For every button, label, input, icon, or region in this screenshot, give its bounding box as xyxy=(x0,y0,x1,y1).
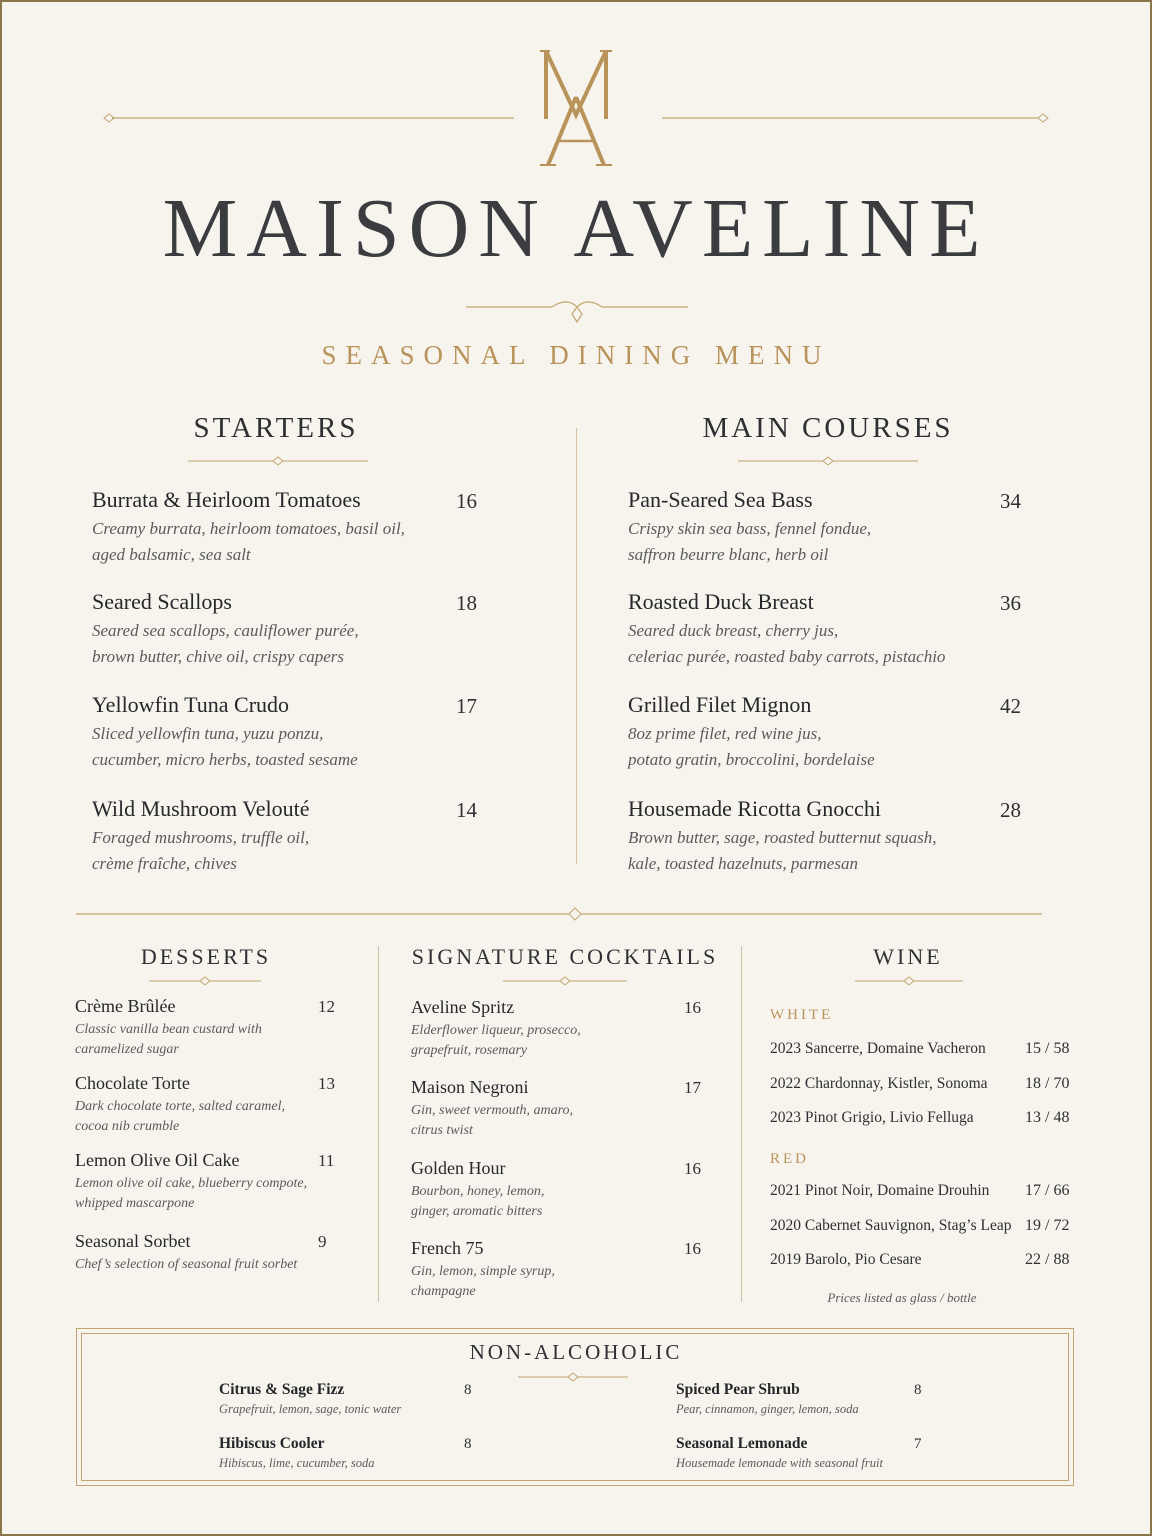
menu-item-description: Chef’s selection of seasonal fruit sorbet xyxy=(75,1257,298,1272)
header-rule-right xyxy=(662,112,1048,124)
drink-name: Hibiscus Cooler xyxy=(219,1435,325,1452)
menu-item-name: Seasonal Sorbet xyxy=(75,1231,191,1251)
section-divider xyxy=(76,907,1042,921)
drink-name: Seasonal Lemonade xyxy=(676,1435,808,1452)
menu-item-description: citrus twist xyxy=(411,1123,473,1138)
menu-item-description: celeriac purée, roasted baby carrots, pistachio xyxy=(628,647,946,666)
column-divider xyxy=(576,428,577,864)
menu-item-price: 16 xyxy=(684,998,701,1017)
drink-description: Hibiscus, lime, cucumber, soda xyxy=(219,1456,375,1470)
menu-item-name: Crème Brûlée xyxy=(75,996,176,1016)
ma-monogram-logo xyxy=(520,45,632,171)
drink-price: 7 xyxy=(914,1436,922,1452)
wine-item-name: 2023 Pinot Grigio, Livio Felluga xyxy=(770,1109,974,1126)
menu-item-name: Lemon Olive Oil Cake xyxy=(75,1150,240,1170)
non-alcoholic-heading-rule xyxy=(518,1371,628,1383)
menu-item-name: Aveline Spritz xyxy=(411,997,515,1017)
menu-item-description: Brown butter, sage, roasted butternut squash, xyxy=(628,828,937,847)
header-rule-left xyxy=(104,112,514,124)
menu-item-description: Dark chocolate torte, salted caramel, xyxy=(75,1099,285,1114)
menu-item-price: 34 xyxy=(1000,489,1021,513)
menu-item-description: saffron beurre blanc, herb oil xyxy=(628,545,829,564)
menu-item-description: whipped mascarpone xyxy=(75,1196,195,1211)
menu-item-description: Elderflower liqueur, prosecco, xyxy=(411,1023,581,1038)
menu-item-name: Wild Mushroom Velouté xyxy=(92,796,310,821)
menu-item-description: Crispy skin sea bass, fennel fondue, xyxy=(628,519,872,538)
menu-item-name: Pan-Seared Sea Bass xyxy=(628,487,813,512)
menu-item-description: potato gratin, broccolini, bordelaise xyxy=(628,750,875,769)
drink-name: Citrus & Sage Fizz xyxy=(219,1381,345,1398)
menu-item-description: Bourbon, honey, lemon, xyxy=(411,1184,545,1199)
drink-name: Spiced Pear Shrub xyxy=(676,1381,800,1398)
menu-item-price: 14 xyxy=(456,798,477,822)
wine-item-price: 19 / 72 xyxy=(1025,1217,1070,1234)
column-divider xyxy=(741,946,742,1302)
drink-price: 8 xyxy=(914,1382,922,1398)
menu-item-price: 42 xyxy=(1000,694,1021,718)
menu-item-name: Roasted Duck Breast xyxy=(628,589,814,614)
cocktails-heading-rule xyxy=(503,975,627,987)
menu-item-name: Seared Scallops xyxy=(92,589,232,614)
cocktails-heading: SIGNATURE COCKTAILS xyxy=(411,944,719,969)
menu-item-description: aged balsamic, sea salt xyxy=(92,545,251,564)
menu-item-description: Seared duck breast, cherry jus, xyxy=(628,621,839,640)
wine-heading-rule xyxy=(855,975,963,987)
menu-item-description: grapefruit, rosemary xyxy=(411,1043,528,1058)
menu-item-description: Foraged mushrooms, truffle oil, xyxy=(92,828,310,847)
ornament-divider xyxy=(466,296,688,324)
menu-item-description: cucumber, micro herbs, toasted sesame xyxy=(92,750,358,769)
menu-item-description: brown butter, chive oil, crispy capers xyxy=(92,647,344,666)
menu-item-price: 28 xyxy=(1000,798,1021,822)
desserts-heading-rule xyxy=(149,975,261,987)
wine-item-price: 17 / 66 xyxy=(1025,1182,1070,1199)
menu-item-name: Yellowfin Tuna Crudo xyxy=(92,692,290,717)
wine-white-label: WHITE xyxy=(770,1007,834,1023)
drink-description: Grapefruit, lemon, sage, tonic water xyxy=(219,1402,402,1416)
menu-item-description: Creamy burrata, heirloom tomatoes, basil oil, xyxy=(92,519,405,538)
wine-item-name: 2022 Chardonnay, Kistler, Sonoma xyxy=(770,1075,988,1092)
non-alcoholic-heading: NON-ALCOHOLIC xyxy=(469,1340,683,1364)
menu-item-description: cocoa nib crumble xyxy=(75,1119,180,1134)
wine-item-price: 18 / 70 xyxy=(1025,1075,1070,1092)
drink-price: 8 xyxy=(464,1436,472,1452)
menu-item-price: 12 xyxy=(318,997,335,1016)
wine-item-name: 2019 Barolo, Pio Cesare xyxy=(770,1251,922,1268)
drink-price: 8 xyxy=(464,1382,472,1398)
menu-item-description: Sliced yellowfin tuna, yuzu ponzu, xyxy=(92,724,324,743)
wine-heading: WINE xyxy=(873,944,943,969)
menu-item-name: Housemade Ricotta Gnocchi xyxy=(628,796,881,821)
starters-heading-rule xyxy=(188,455,368,467)
menu-item-name: Burrata & Heirloom Tomatoes xyxy=(92,487,361,512)
menu-item-price: 17 xyxy=(456,694,477,718)
menu-item-price: 16 xyxy=(456,489,477,513)
menu-item-price: 17 xyxy=(684,1078,701,1097)
menu-item-description: Gin, lemon, simple syrup, xyxy=(411,1264,555,1279)
menu-item-name: Grilled Filet Mignon xyxy=(628,692,812,717)
menu-item-description: crème fraîche, chives xyxy=(92,854,237,873)
menu-item-description: Classic vanilla bean custard with xyxy=(75,1022,262,1037)
menu-item-description: champagne xyxy=(411,1284,476,1299)
drink-description: Housemade lemonade with seasonal fruit xyxy=(676,1456,883,1470)
menu-item-price: 11 xyxy=(318,1151,335,1170)
wine-item-price: 13 / 48 xyxy=(1025,1109,1070,1126)
wine-item-name: 2023 Sancerre, Domaine Vacheron xyxy=(770,1040,986,1057)
menu-item-name: Maison Negroni xyxy=(411,1077,529,1097)
menu-item-price: 18 xyxy=(456,591,477,615)
wine-price-note: Prices listed as glass / bottle xyxy=(827,1290,977,1305)
menu-subtitle: SEASONAL DINING MENU xyxy=(321,340,831,370)
column-divider xyxy=(378,946,379,1302)
menu-item-price: 36 xyxy=(1000,591,1021,615)
wine-item-price: 15 / 58 xyxy=(1025,1040,1070,1057)
menu-item-description: Lemon olive oil cake, blueberry compote, xyxy=(75,1176,308,1191)
menu-item-description: 8oz prime filet, red wine jus, xyxy=(628,724,822,743)
drink-description: Pear, cinnamon, ginger, lemon, soda xyxy=(676,1402,859,1416)
menu-item-price: 13 xyxy=(318,1074,335,1093)
menu-item-description: Gin, sweet vermouth, amaro, xyxy=(411,1103,574,1118)
wine-red-label: RED xyxy=(770,1151,809,1167)
starters-heading: STARTERS xyxy=(193,412,359,444)
mains-heading-rule xyxy=(738,455,918,467)
menu-item-name: Golden Hour xyxy=(411,1158,506,1178)
menu-item-name: Chocolate Torte xyxy=(75,1073,190,1093)
menu-item-description: ginger, aromatic bitters xyxy=(411,1204,543,1219)
menu-item-description: kale, toasted hazelnuts, parmesan xyxy=(628,854,858,873)
wine-item-name: 2021 Pinot Noir, Domaine Drouhin xyxy=(770,1182,990,1199)
menu-item-price: 16 xyxy=(684,1239,701,1258)
wine-item-price: 22 / 88 xyxy=(1025,1251,1070,1268)
mains-heading: MAIN COURSES xyxy=(702,412,954,444)
wine-item-name: 2020 Cabernet Sauvignon, Stag’s Leap xyxy=(770,1217,1012,1234)
desserts-heading: DESSERTS xyxy=(140,944,272,969)
menu-item-description: caramelized sugar xyxy=(75,1042,179,1057)
menu-item-name: French 75 xyxy=(411,1238,484,1258)
menu-item-description: Seared sea scallops, cauliflower purée, xyxy=(92,621,359,640)
menu-item-price: 16 xyxy=(684,1159,701,1178)
menu-item-price: 9 xyxy=(318,1232,327,1251)
restaurant-name: MAISON AVELINE xyxy=(162,182,990,275)
